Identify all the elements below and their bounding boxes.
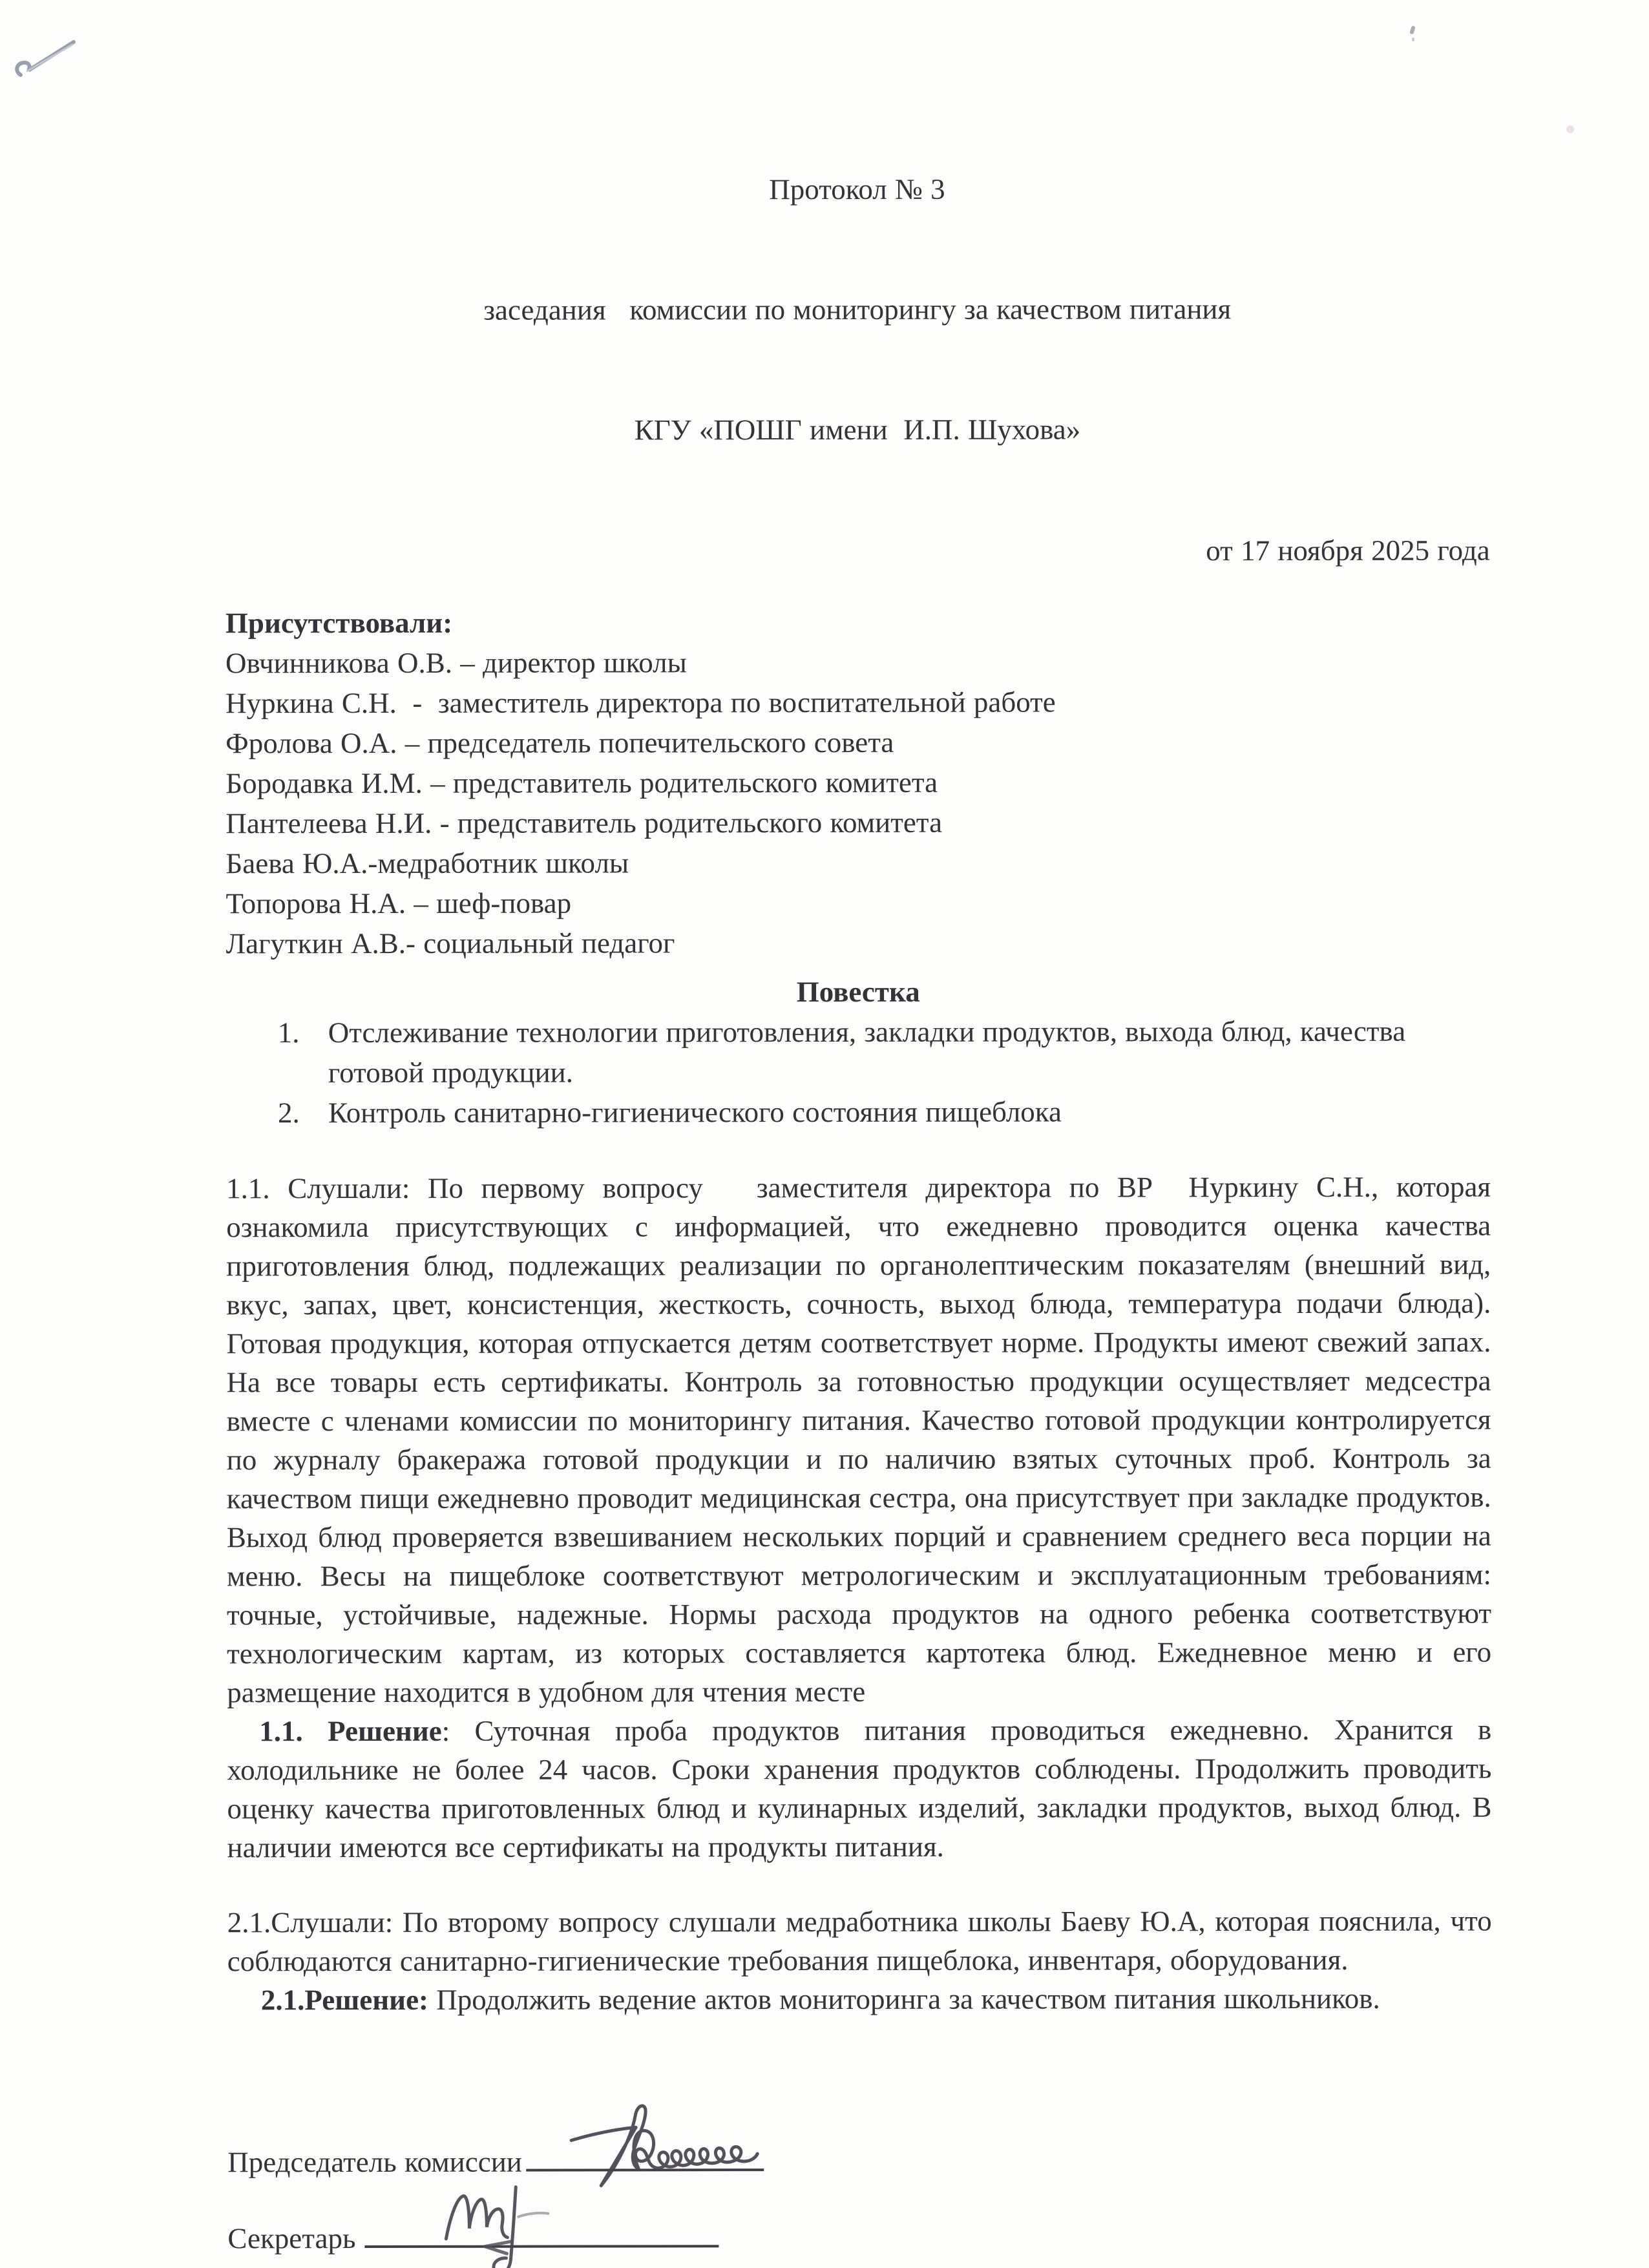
document-subtitle-2: КГУ «ПОШГ имени И.П. Шухова» bbox=[634, 413, 1081, 446]
signature-block bbox=[227, 2141, 1492, 2259]
attendee-row: Бородавка И.М. – представитель родительского комитета bbox=[226, 766, 938, 800]
attendee-row: Фролова О.А. – председатель попечительского совета bbox=[226, 726, 894, 760]
decision-paragraph-2 bbox=[227, 1979, 1492, 2020]
decision-1-label: 1.1. Решение bbox=[259, 1714, 442, 1748]
secretary-signature bbox=[441, 2179, 583, 2268]
agenda-heading: Повестка bbox=[796, 975, 920, 1009]
document-subtitle-1: заседания комиссии по мониторингу за качеством питания bbox=[483, 293, 1232, 326]
agenda-item-number: 1. bbox=[277, 1016, 300, 1049]
attendees-section bbox=[226, 602, 1491, 964]
heard-paragraph-2: 2.1.Слушали: По второму вопросу слушали медработника школы Баеву Ю.А, которая пояснила, что соблюдаются санитарно-гигиенические требования пищеблока, инвентаря, оборудования. bbox=[227, 1904, 1500, 1978]
decision-2-text: Продолжить ведение актов мониторинга за качеством питания школьников. bbox=[428, 1982, 1380, 2016]
decision-paragraph-1 bbox=[227, 1710, 1500, 1867]
chair-signature-line bbox=[526, 2161, 764, 2172]
attendee-row: Баева Ю.А.-медработник школы bbox=[226, 846, 629, 880]
chair-label: Председатель комиссии bbox=[227, 2145, 522, 2179]
document-date: от 17 ноября 2025 года bbox=[1206, 534, 1490, 567]
attendee-row: Топорова Н.А. – шеф-повар bbox=[226, 887, 572, 920]
agenda-item-number: 2. bbox=[277, 1097, 300, 1129]
chair-signature-row bbox=[227, 2141, 1492, 2183]
attendee-row: Пантелеева Н.И. - представитель родительского комитета bbox=[226, 806, 943, 840]
agenda-item-text: Контроль санитарно-гигиенического состояния пищеблока bbox=[328, 1095, 1062, 1129]
secretary-signature-row bbox=[227, 2217, 1492, 2259]
attendee-row: Нуркина С.Н. - заместитель директора по воспитательной работе bbox=[226, 686, 1056, 720]
document-title: Протокол № 3 bbox=[769, 173, 945, 206]
decision-1-text: : Суточная проба продуктов питания проводиться ежедневно. Хранится в холодильнике не более 24 часов. Сроки хранения продуктов соблюдены. Продолжить проводить оценку качества приготовленных блюд и кулинарных изделий, закладки продуктов, выход блюд. В наличии имеются все сертификаты на продукты питания. bbox=[227, 1713, 1500, 1864]
decision-2-label: 2.1.Решение: bbox=[260, 1983, 429, 2017]
agenda-item bbox=[278, 1091, 1491, 1133]
secretary-label: Секретарь bbox=[227, 2222, 356, 2255]
agenda-section bbox=[226, 971, 1491, 1133]
attendee-row: Овчинникова О.В. – директор школы bbox=[225, 646, 687, 680]
document-header bbox=[225, 89, 1490, 531]
agenda-item-text: Отслеживание технологии приготовления, закладки продуктов, выхода блюд, качества готовой продукции. bbox=[328, 1014, 1406, 1089]
agenda-item bbox=[278, 1011, 1491, 1093]
chair-signature bbox=[569, 2100, 775, 2197]
attendees-heading: Присутствовали: bbox=[225, 606, 453, 640]
attendee-row: Лагуткин А.В.- социальный педагог bbox=[226, 927, 675, 960]
secretary-signature-line bbox=[364, 2237, 719, 2248]
heard-paragraph-1: 1.1. Слушали: По первому вопросу заместителя директора по ВР Нуркину С.Н., которая ознакомила присутствующих с информацией, что ежедневно проводится оценка качества приготовления блюд, подлежащих реализации по органолептическим показателям (внешний вид, вкус, запах, цвет, консистенция, жесткость, сочность, выход блюда, температура подачи блюда). Готовая продукция, которая отпускается детям соответствует норме. Продукты имеют свежий запах. На все товары есть сертификаты. Контроль за готовностью продукции осуществляет медсестра вместе с членами комиссии по мониторингу питания. Качество готовой продукции контролируется по журналу бракеража готовой продукции и по наличию взятых суточных проб. Контроль за качеством пищи ежедневно проводит медицинская сестра, она присутствует при закладке продуктов. Выход блюд проверяется взвешиванием нескольких порций и сравнением среднего веса порции на меню. Весы на пищеблоке соответствуют метрологическим и эксплуатационным требованиям: точные, устойчивые, надежные. Нормы расхода продуктов на одного ребенка соответствуют технологическим картам, из которых составляется картотека блюд. Ежедневное меню и его размещение находится в удобном для чтения месте bbox=[226, 1170, 1500, 1709]
